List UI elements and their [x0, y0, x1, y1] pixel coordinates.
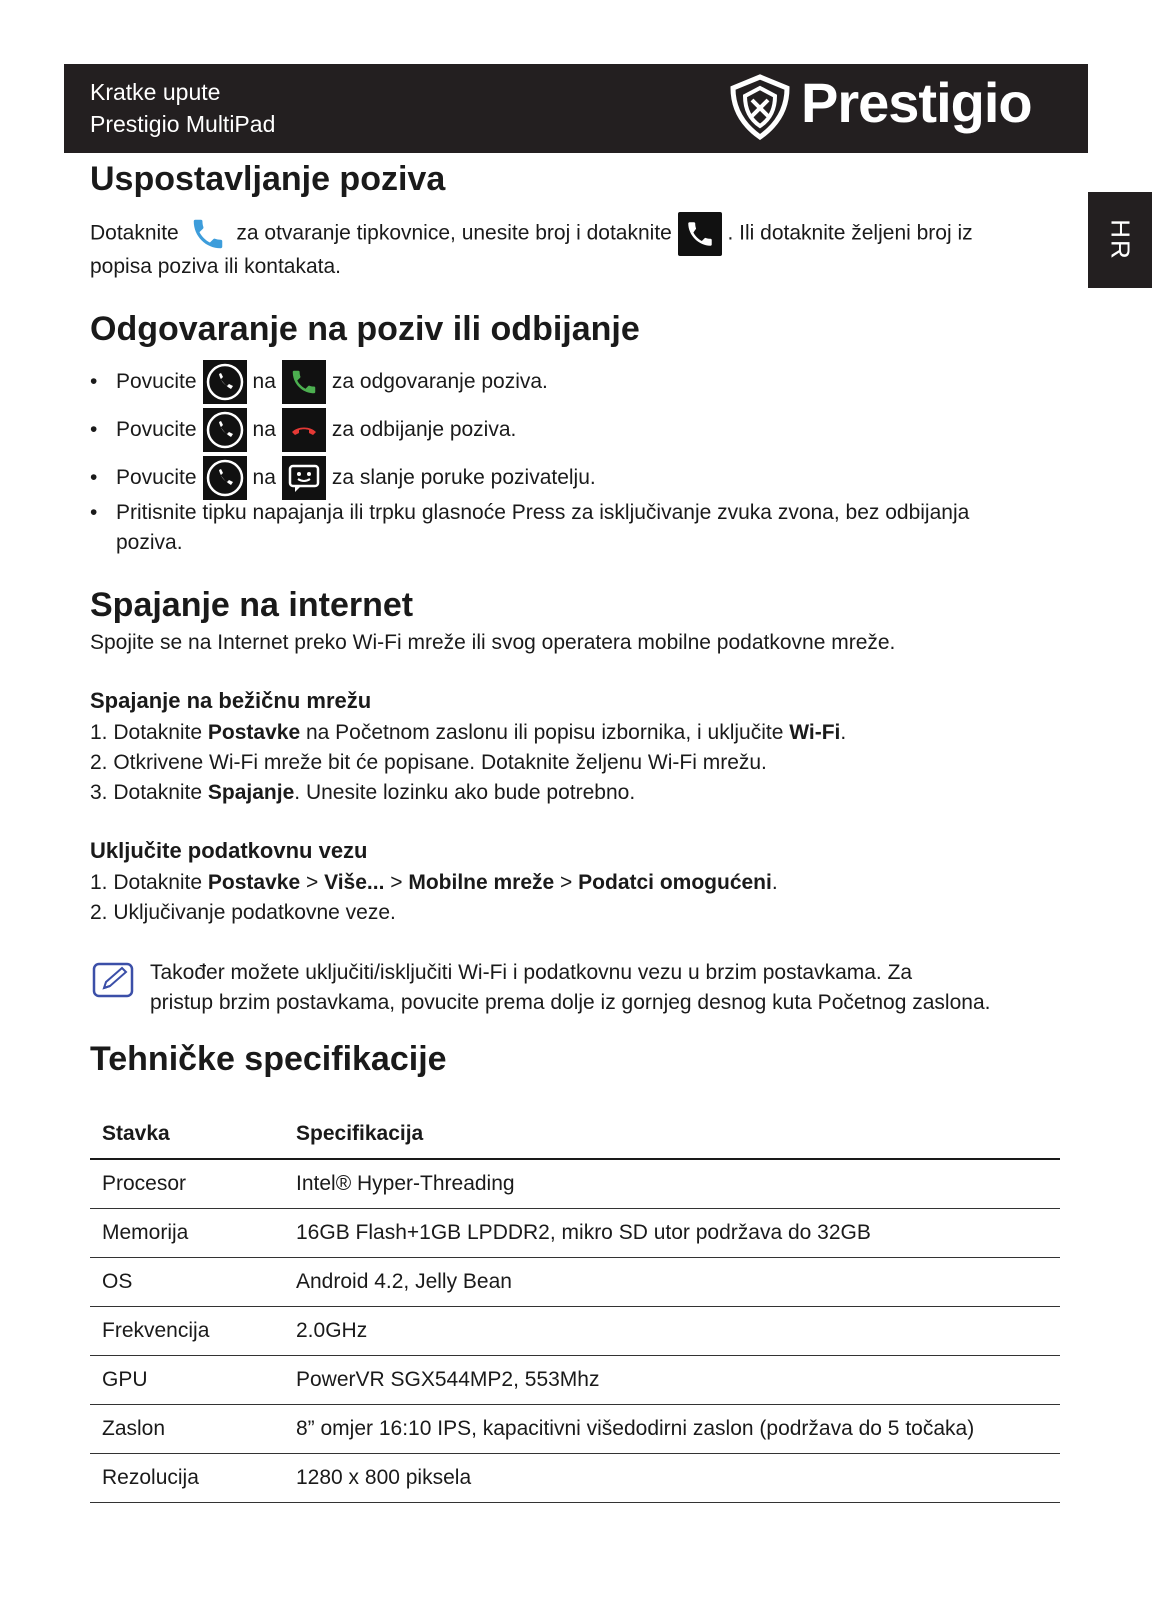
mute-text-2: poziva. [116, 531, 183, 554]
row-label: Procesor [90, 1159, 284, 1209]
row-value: 8” omjer 16:10 IPS, kapacitivni višedodirni zaslon (podržava do 5 točaka) [284, 1405, 1060, 1454]
row-label: OS [90, 1258, 284, 1307]
note-line-2: pristup brzim postavkama, povucite prema dolje iz gornjeg desnog kuta Početnog zaslona. [150, 991, 991, 1014]
note-icon [92, 960, 136, 1005]
answering-title: Odgovaranje na poziv ili odbijanje [90, 310, 640, 348]
table-row [90, 1307, 1060, 1356]
data-steps [90, 868, 778, 928]
calling-text-b: za otvaranje tipkovnice, unesite broj i dotaknite [236, 221, 672, 245]
header-line2: Prestigio MultiPad [90, 111, 276, 137]
specs-title: Tehničke specifikacije [90, 1040, 447, 1078]
mute-text-1: Pritisnite tipku napajanja ili trpku glasnoće Press za isključivanje zvuka zvona, bez odbijanja [116, 501, 970, 524]
swipe-label: Povucite [116, 466, 197, 489]
message-text: za slanje poruke pozivatelju. [331, 466, 596, 489]
wifi-step-2: 2. Otkrivene Wi-Fi mreže bit će popisane. Dotaknite željenu Wi-Fi mrežu. [90, 751, 767, 774]
calling-paragraph [90, 212, 1050, 256]
calling-text-d: popisa poziva ili kontakata. [90, 255, 341, 278]
row-label: Memorija [90, 1209, 284, 1258]
internet-intro: Spojite se na Internet preko Wi-Fi mreže ili svog operatera mobilne podatkovne mreže. [90, 631, 896, 654]
calling-text-a: Dotaknite [90, 221, 179, 245]
header-bar [64, 64, 1088, 153]
phone-circle-icon [203, 408, 247, 452]
table-row [90, 1454, 1060, 1503]
list-item: • Pritisnite tipku napajanja ili trpku glasnoće Press za isključivanje zvuka zvona, bez odbijanja poziva. [90, 498, 1050, 558]
call-button-icon [678, 212, 722, 256]
decline-text: za odbijanje poziva. [331, 418, 517, 441]
answer-text: za odgovaranje poziva. [331, 370, 548, 393]
note-text [150, 958, 1070, 1018]
on-label: na [252, 370, 276, 393]
column-header-spec: Specifikacija [284, 1116, 1060, 1159]
swipe-label: Povucite [116, 370, 197, 393]
wifi-step-1: 1. Dotaknite Postavke na Početnom zaslonu ili popisu izbornika, i uključite Wi-Fi. [90, 721, 847, 744]
specs-table [90, 1116, 1060, 1503]
internet-title: Spajanje na internet [90, 586, 414, 624]
note-line-1: Također možete uključiti/isključiti Wi-Fi i podatkovnu vezu u brzim postavkama. Za [150, 961, 913, 984]
row-value: Android 4.2, Jelly Bean [284, 1258, 1060, 1307]
row-value: 2.0GHz [284, 1307, 1060, 1356]
decline-icon [282, 408, 326, 452]
message-icon [282, 456, 326, 500]
wifi-step-3: 3. Dotaknite Spajanje. Unesite lozinku ako bude potrebno. [90, 781, 636, 804]
shield-logo-icon [727, 74, 793, 140]
table-header-row [90, 1116, 1060, 1159]
wifi-steps [90, 718, 846, 808]
data-step-1: 1. Dotaknite Postavke > Više... > Mobilne mreže > Podatci omogućeni. [90, 871, 778, 894]
data-subtitle: Uključite podatkovnu vezu [90, 838, 368, 863]
on-label: na [252, 466, 276, 489]
row-value: Intel® Hyper-Threading [284, 1159, 1060, 1209]
wifi-subtitle: Spajanje na bežičnu mrežu [90, 688, 372, 713]
header-text [90, 76, 275, 140]
list-item: • Povucite na za odgovaranje poziva. [90, 360, 548, 404]
phone-dialer-icon [189, 215, 227, 253]
table-row [90, 1209, 1060, 1258]
row-label: Rezolucija [90, 1454, 284, 1503]
table-row [90, 1405, 1060, 1454]
prestigio-logo [727, 72, 1067, 144]
logo-wordmark: Prestigio [801, 71, 1032, 134]
list-item: • Povucite na za odbijanje poziva. [90, 408, 516, 452]
language-tab [1088, 192, 1152, 288]
table-row [90, 1356, 1060, 1405]
calling-text-c: . Ili dotaknite željeni broj iz [727, 221, 973, 245]
language-code: HR [1105, 219, 1136, 261]
answer-icon [282, 360, 326, 404]
table-row [90, 1258, 1060, 1307]
row-label: GPU [90, 1356, 284, 1405]
table-row [90, 1159, 1060, 1209]
on-label: na [252, 418, 276, 441]
row-label: Zaslon [90, 1405, 284, 1454]
phone-circle-icon [203, 360, 247, 404]
phone-circle-icon [203, 456, 247, 500]
header-line1: Kratke upute [90, 79, 221, 105]
calling-title: Uspostavljanje poziva [90, 160, 446, 198]
row-value: 1280 x 800 piksela [284, 1454, 1060, 1503]
row-label: Frekvencija [90, 1307, 284, 1356]
swipe-label: Povucite [116, 418, 197, 441]
column-header-item: Stavka [90, 1116, 284, 1159]
data-step-2: 2. Uključivanje podatkovne veze. [90, 901, 396, 924]
row-value: 16GB Flash+1GB LPDDR2, mikro SD utor podržava do 32GB [284, 1209, 1060, 1258]
row-value: PowerVR SGX544MP2, 553Mhz [284, 1356, 1060, 1405]
list-item: • Povucite na za slanje poruke pozivatelju. [90, 456, 596, 500]
